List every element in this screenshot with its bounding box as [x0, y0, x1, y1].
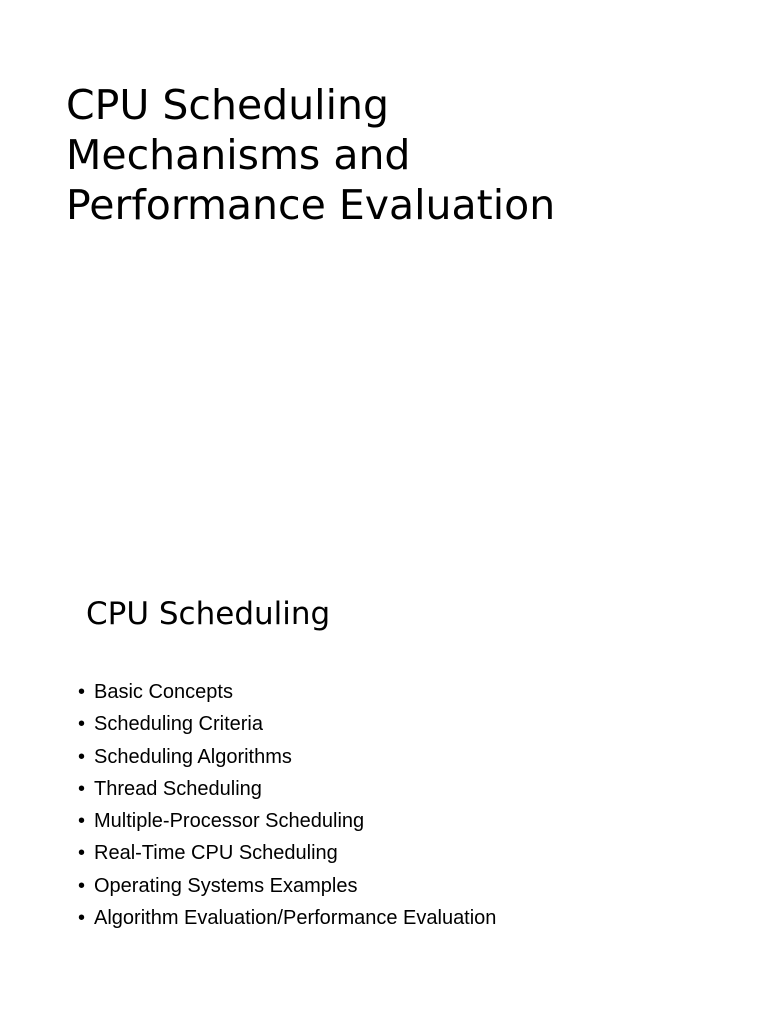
list-item-text: Algorithm Evaluation/Performance Evaluation [94, 907, 497, 930]
bullet-marker: • [78, 874, 86, 897]
list-item [78, 708, 496, 740]
bullet-marker: • [78, 842, 86, 865]
section-title: CPU Scheduling [86, 596, 331, 632]
list-item [78, 902, 496, 934]
list-item-text: Multiple-Processor Scheduling [94, 810, 365, 833]
list-item [78, 676, 496, 708]
list-item-text: Operating Systems Examples [94, 874, 358, 897]
list-item [78, 870, 496, 902]
bullet-marker: • [78, 810, 86, 833]
bullet-marker: • [78, 745, 86, 768]
bullet-marker: • [78, 907, 86, 930]
list-item-text: Scheduling Criteria [94, 713, 263, 736]
bullet-marker: • [78, 713, 86, 736]
list-item [78, 805, 496, 837]
list-item-text: Basic Concepts [94, 681, 233, 703]
list-item [78, 773, 496, 805]
main-title: CPU Scheduling Mechanisms and Performance Evaluation [66, 81, 556, 229]
bullet-marker: • [78, 777, 86, 800]
list-item-text: Thread Scheduling [94, 777, 262, 800]
list-item [78, 837, 496, 869]
list-item-text: Real-Time CPU Scheduling [94, 842, 338, 865]
list-item-text: Scheduling Algorithms [94, 745, 292, 768]
topic-list [78, 676, 496, 934]
bullet-marker: • [78, 681, 86, 703]
list-item [78, 741, 496, 773]
